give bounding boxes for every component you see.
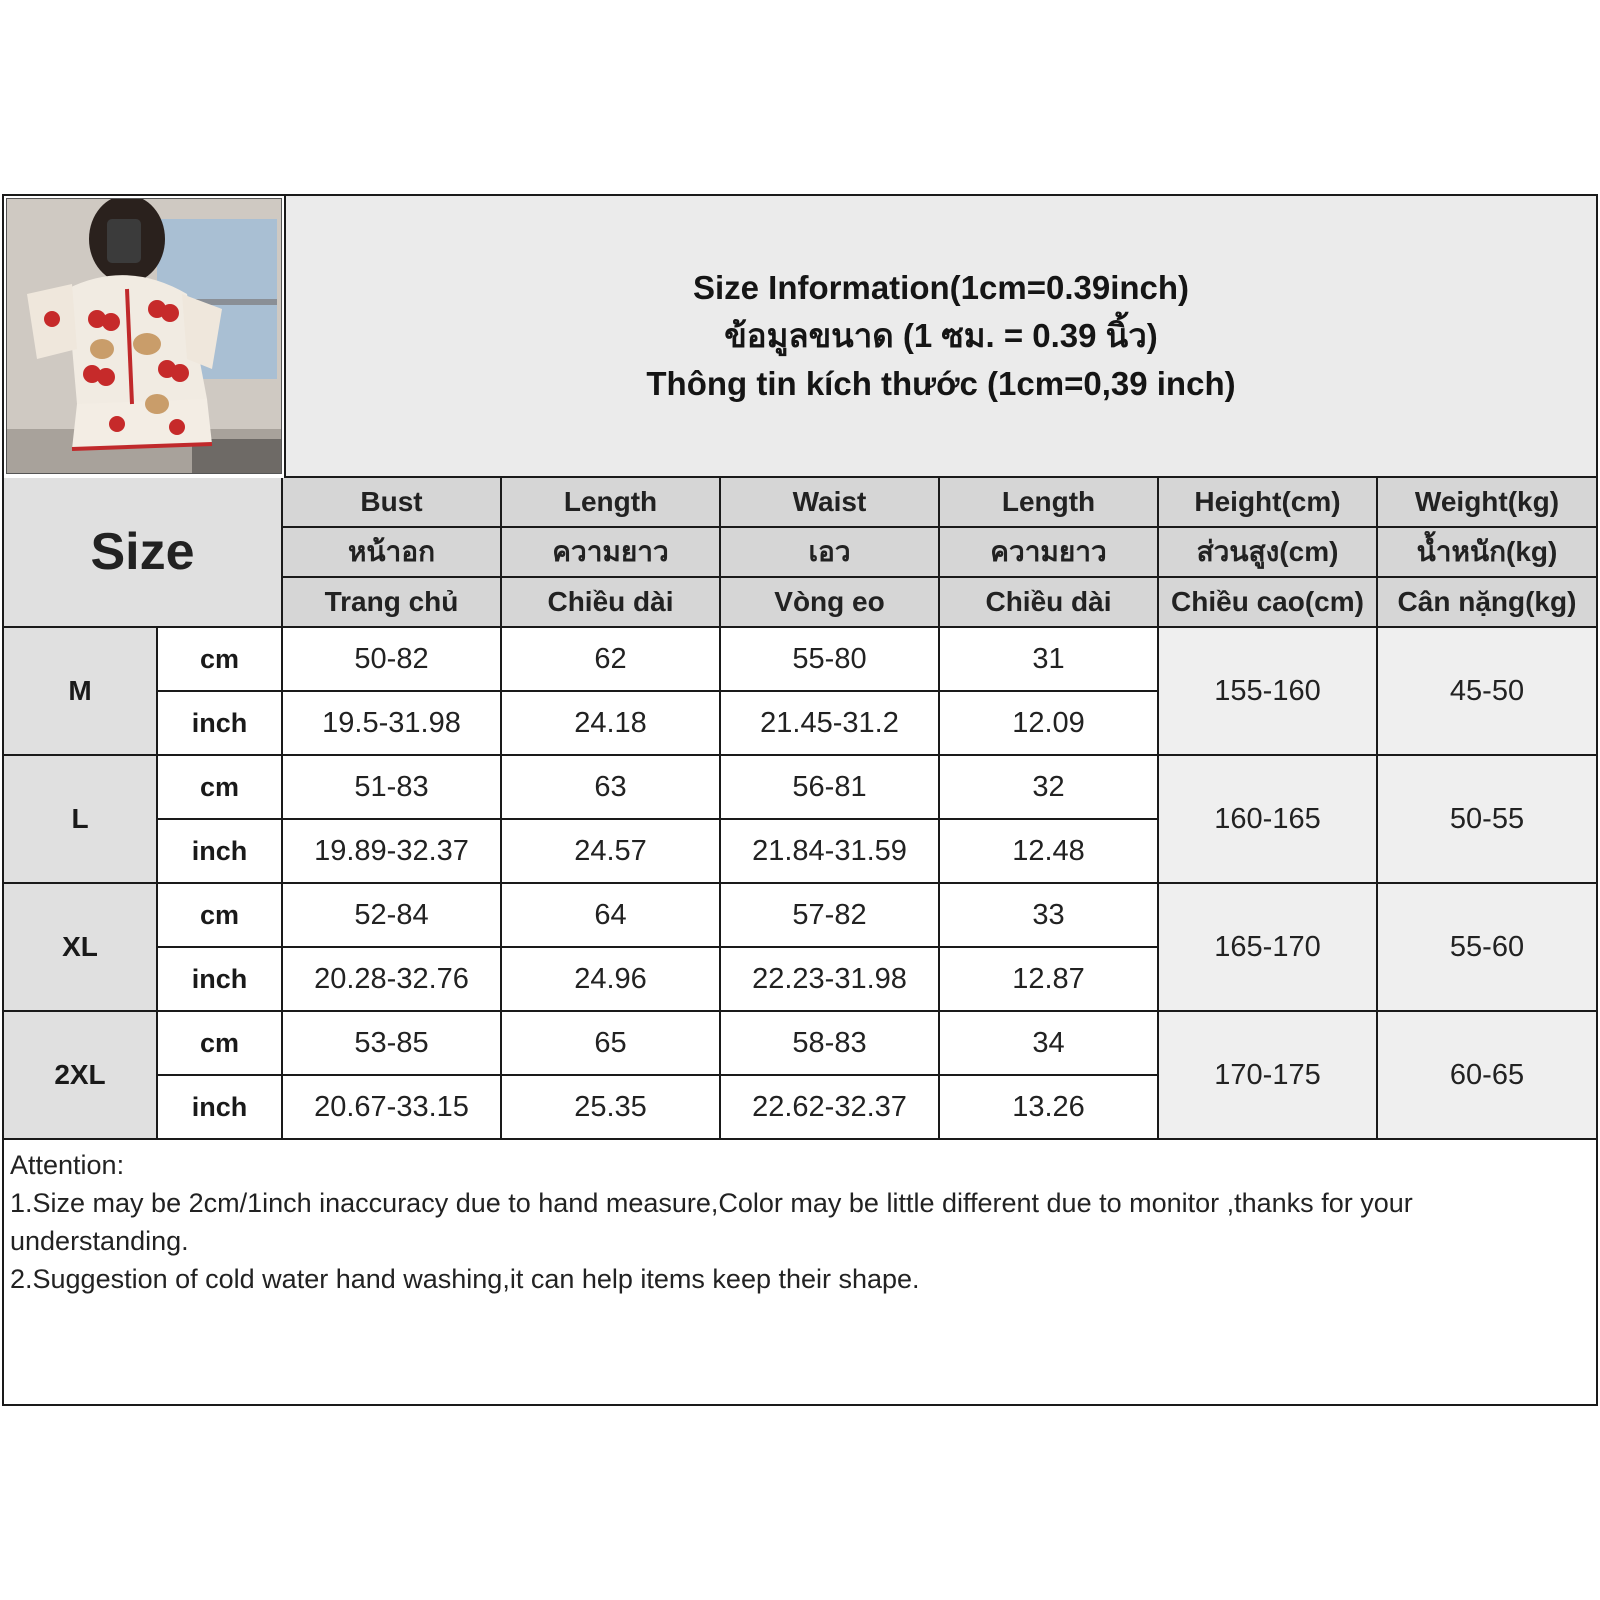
- unit-label: inch: [158, 692, 283, 756]
- table-cell: 55-80: [721, 628, 940, 692]
- column-header-vi: Cân nặng(kg): [1378, 578, 1596, 628]
- table-cell: 32: [940, 756, 1159, 820]
- size-table: [4, 478, 1596, 1140]
- size-info-title: [284, 196, 1596, 478]
- attention-notes: [4, 1140, 1596, 1404]
- table-cell: 65: [502, 1012, 721, 1076]
- weight-cell: 55-60: [1378, 884, 1596, 1012]
- table-cell: 20.67-33.15: [283, 1076, 502, 1140]
- column-header-en: Weight(kg): [1378, 478, 1596, 528]
- size-label: L: [4, 756, 158, 884]
- column-header-th: หน้าอก: [283, 528, 502, 578]
- table-cell: 64: [502, 884, 721, 948]
- table-cell: 33: [940, 884, 1159, 948]
- notes-heading: Attention:: [10, 1150, 125, 1180]
- unit-label: cm: [158, 628, 283, 692]
- table-cell: 57-82: [721, 884, 940, 948]
- column-header-th: น้ำหนัก(kg): [1378, 528, 1596, 578]
- table-cell: 24.18: [502, 692, 721, 756]
- column-header-th: ความยาว: [940, 528, 1159, 578]
- table-cell: 13.26: [940, 1076, 1159, 1140]
- size-header: Size: [4, 478, 283, 628]
- table-cell: 52-84: [283, 884, 502, 948]
- table-cell: 34: [940, 1012, 1159, 1076]
- table-cell: 56-81: [721, 756, 940, 820]
- table-cell: 19.89-32.37: [283, 820, 502, 884]
- table-cell: 24.96: [502, 948, 721, 1012]
- table-cell: 58-83: [721, 1012, 940, 1076]
- table-cell: 20.28-32.76: [283, 948, 502, 1012]
- unit-label: inch: [158, 1076, 283, 1140]
- table-cell: 53-85: [283, 1012, 502, 1076]
- table-cell: 12.87: [940, 948, 1159, 1012]
- table-cell: 50-82: [283, 628, 502, 692]
- column-header-vi: Chiều dài: [502, 578, 721, 628]
- column-header-th: เอว: [721, 528, 940, 578]
- weight-cell: 45-50: [1378, 628, 1596, 756]
- table-cell: 21.45-31.2: [721, 692, 940, 756]
- column-header-vi: Chiều cao(cm): [1159, 578, 1378, 628]
- table-cell: 62: [502, 628, 721, 692]
- column-header-th: ส่วนสูง(cm): [1159, 528, 1378, 578]
- table-cell: 12.09: [940, 692, 1159, 756]
- unit-label: cm: [158, 1012, 283, 1076]
- unit-label: cm: [158, 756, 283, 820]
- table-cell: 19.5-31.98: [283, 692, 502, 756]
- column-header-en: Waist: [721, 478, 940, 528]
- unit-label: inch: [158, 820, 283, 884]
- column-header-th: ความยาว: [502, 528, 721, 578]
- title-english: Size Information(1cm=0.39inch): [692, 269, 1190, 306]
- product-photo: [6, 198, 282, 474]
- size-chart: [2, 194, 1598, 1406]
- column-header-en: Length: [940, 478, 1159, 528]
- height-cell: 155-160: [1159, 628, 1378, 756]
- weight-cell: 50-55: [1378, 756, 1596, 884]
- height-cell: 170-175: [1159, 1012, 1378, 1140]
- table-cell: 51-83: [283, 756, 502, 820]
- column-header-en: Bust: [283, 478, 502, 528]
- note-item: 1.Size may be 2cm/1inch inaccuracy due to hand measure,Color may be little different due to monitor ,thanks for your understanding.: [10, 1188, 1413, 1256]
- height-cell: 165-170: [1159, 884, 1378, 1012]
- column-header-en: Length: [502, 478, 721, 528]
- column-header-en: Height(cm): [1159, 478, 1378, 528]
- size-label: 2XL: [4, 1012, 158, 1140]
- unit-label: cm: [158, 884, 283, 948]
- table-cell: 22.23-31.98: [721, 948, 940, 1012]
- unit-label: inch: [158, 948, 283, 1012]
- weight-cell: 60-65: [1378, 1012, 1596, 1140]
- table-cell: 25.35: [502, 1076, 721, 1140]
- size-label: M: [4, 628, 158, 756]
- title-thai: ข้อมูลขนาด (1 ซม. = 0.39 นิ้ว): [724, 317, 1158, 354]
- table-cell: 22.62-32.37: [721, 1076, 940, 1140]
- table-cell: 21.84-31.59: [721, 820, 940, 884]
- table-cell: 12.48: [940, 820, 1159, 884]
- column-header-vi: Chiều dài: [940, 578, 1159, 628]
- product-photo-image: [7, 199, 282, 474]
- size-label: XL: [4, 884, 158, 1012]
- table-cell: 31: [940, 628, 1159, 692]
- height-cell: 160-165: [1159, 756, 1378, 884]
- column-header-vi: Vòng eo: [721, 578, 940, 628]
- title-vietnamese: Thông tin kích thước (1cm=0,39 inch): [646, 365, 1236, 402]
- table-cell: 24.57: [502, 820, 721, 884]
- column-header-vi: Trang chủ: [283, 578, 502, 628]
- table-cell: 63: [502, 756, 721, 820]
- note-item: 2.Suggestion of cold water hand washing,it can help items keep their shape.: [10, 1264, 920, 1294]
